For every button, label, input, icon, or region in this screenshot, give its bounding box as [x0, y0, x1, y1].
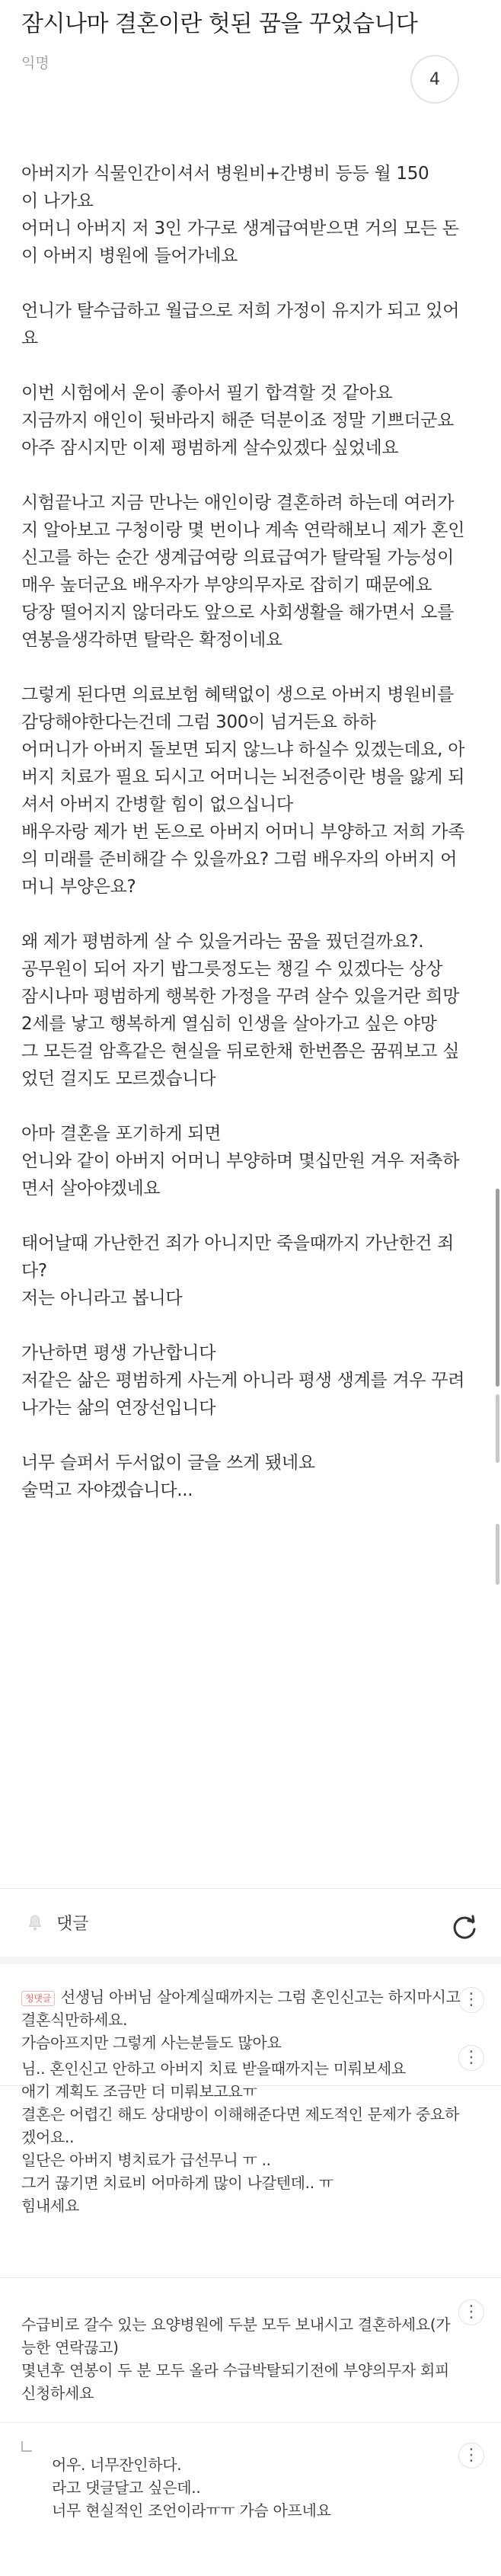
comment-line: 힘내세요	[21, 2197, 80, 2215]
comment-tag: 청댓글	[21, 1991, 55, 2006]
post-paragraph	[21, 1230, 469, 1312]
comment-count-badge[interactable]: 4	[410, 55, 459, 104]
post-line: 아버지가 식물인간이셔서 병원비+간병비 등등 월 150	[21, 164, 429, 184]
post-line: 태어날때 가난한건 죄가 아니지만 죽을때까지 가난한건 죄다?	[21, 1234, 455, 1281]
comment-button[interactable]	[21, 1909, 89, 1937]
comment-item	[0, 2027, 501, 2278]
post-line: 어머니가 아버지 돌보면 되지 않느냐 하실수 있겠는데요, 아버지 치료가 필요 되시고 어머니는 뇌전증이란 병을 앓게 되셔서 아버지 간병할 힘이 없으십니다	[21, 740, 465, 814]
comment-action-bar	[0, 1888, 501, 1964]
post-line: 2세를 낳고 행복하게 열심히 인생을 살아가고 싶은 야망	[21, 1014, 437, 1034]
post-line: 저같은 삶은 평범하게 사는게 아니라 평생 생계를 겨우 꾸려나가는 삶의 연장선입니다	[21, 1371, 465, 1418]
post-paragraph	[21, 160, 469, 270]
post-line: 저는 아니라고 봅니다	[21, 1288, 183, 1308]
comment-line: 결혼은 어렵긴 해도 상대방이 이해해준다면 제도적인 문제가 중요하겠어요..	[21, 2105, 459, 2146]
more-vertical-icon[interactable]: ⋮	[458, 2299, 484, 2325]
post-line: 술먹고 자야겠습니다...	[21, 1480, 193, 1500]
post-line: 잠시나마 평범하게 행복한 가정을 꾸려 살수 있을거란 희망	[21, 987, 460, 1006]
post-line: 가난하면 평생 가난합니다	[21, 1343, 216, 1363]
bell-icon	[21, 1909, 49, 1937]
post-line: 이번 시험에서 운이 좋아서 필기 합격할 것 같아요	[21, 383, 393, 403]
comment-text	[21, 2057, 463, 2217]
comment-line: 애기 계획도 조금만 더 미뤄보고요ㅠ	[21, 2082, 257, 2101]
more-vertical-icon[interactable]: ⋮	[458, 1987, 484, 2013]
post-paragraph	[21, 297, 469, 352]
post-author: 익명	[21, 55, 49, 72]
scrollbar-segment	[496, 1394, 499, 1463]
comment-line: 일단은 아버지 병치료가 급선무니 ㅠ ..	[21, 2151, 271, 2169]
post-line: 너무 슬퍼서 두서없이 글을 쓰게 됐네요	[21, 1453, 315, 1473]
post-paragraph	[21, 1120, 469, 1202]
comment-line: 너무 현실적인 조언이라ㅠㅠ 가슴 아프네요	[52, 2501, 331, 2520]
post-line: 아주 잠시지만 이제 평범하게 살수있겠다 싶었네요	[21, 438, 399, 458]
post-line: 지금까지 애인이 뒷바라지 해준 덕분이죠 정말 기쁘더군요	[21, 411, 455, 430]
comment-reply-item	[0, 2423, 501, 2576]
comment-line: 가슴아프지만 그렇게 사는분들도 많아요	[21, 2034, 282, 2052]
post-line: 그렇게 된다면 의료보험 혜택없이 생으로 아버지 병원비를 감당해야한다는건데 그럼 300이 넘거든요 하하	[21, 685, 455, 732]
comment-text	[21, 2313, 463, 2405]
comment-line: 수급비로 갈수 있는 요양병원에 두분 모두 보내시고 결혼하세요(가능한 연락끊고)	[21, 2315, 451, 2357]
post-paragraph	[21, 379, 469, 462]
scrollbar-thumb[interactable]	[496, 1189, 499, 1387]
more-vertical-icon[interactable]: ⋮	[458, 2443, 484, 2469]
refresh-icon[interactable]	[449, 1912, 480, 1942]
post-line: 배우자랑 제가 번 돈으로 아버지 어머니 부양하고 저희 가족의 미래를 준비해갈 수 있을까요? 그럼 배우자의 아버지 어머니 부양은요?	[21, 822, 465, 897]
post-paragraph	[21, 1449, 469, 1504]
comment-line: 님.. 혼인신고 안하고 아버지 치료 받을때까지는 미뤄보세요	[21, 2059, 406, 2078]
post-line: 어머니 아버지 저 3인 가구로 생계급여받으면 거의 모든 돈이 아버지 병원에 들어가네요	[21, 219, 459, 266]
comment-line: 어우. 너무잔인하다.	[52, 2456, 182, 2474]
post-paragraph	[21, 489, 469, 654]
more-vertical-icon[interactable]: ⋮	[458, 2045, 484, 2071]
reply-arrow-icon	[21, 2441, 32, 2452]
post-line: 왜 제가 평범하게 살 수 있을거라는 꿈을 꿨던걸까요?.	[21, 932, 424, 952]
post-line: 언니가 탈수급하고 월급으로 저희 가정이 유지가 되고 있어요	[21, 301, 460, 348]
post-line: 공무원이 되어 자기 밥그릇정도는 챙길 수 있겠다는 상상	[21, 959, 443, 979]
post-line: 이 나가요	[21, 191, 94, 211]
post-line: 아마 결혼을 포기하게 되면	[21, 1124, 222, 1144]
post-line: 그 모든걸 암흑같은 현실을 뒤로한채 한번쯤은 꿈꿔보고 싶었던 걸지도 모르겠습니다	[21, 1042, 460, 1089]
comment-label: 댓글	[56, 1915, 89, 1934]
comment-item	[0, 2278, 501, 2423]
post-body	[0, 99, 487, 1504]
post-paragraph	[21, 681, 469, 901]
comment-line: 그거 끊기면 치료비 어마하게 많이 나갈텐데.. ㅠ	[21, 2174, 333, 2192]
post-line: 당장 떨어지지 않더라도 앞으로 사회생활을 해가면서 오를 연봉을생각하면 탈락은 확정이네요	[21, 603, 455, 650]
post-line: 언니와 같이 아버지 어머니 부양하며 몇십만원 겨우 저축하면서 살아야겠네요	[21, 1151, 460, 1198]
scrollbar[interactable]	[495, 114, 501, 1867]
scrollbar-segment	[496, 1524, 499, 1585]
comment-line: 라고 댓글달고 싶은데..	[52, 2478, 201, 2497]
post-header	[0, 0, 501, 99]
comment-text	[52, 2453, 448, 2522]
comment-line: 몇년후 연봉이 두 분 모두 올라 수급박탈되기전에 부양의무자 회피신청하세요	[21, 2361, 449, 2402]
post-title: 잠시나마 결혼이란 헛된 꿈을 꾸었습니다	[21, 11, 418, 37]
post-paragraph	[21, 928, 469, 1093]
comment-line: 선생님 아버님 살아계실때까지는 그럼 혼인신고는 하지마시고 결혼식만하세요.	[21, 1988, 461, 2029]
post-line: 시험끝나고 지금 만나는 애인이랑 결혼하려 하는데 여러가지 알아보고 구청이랑 몇 번이나 계속 연락해보니 제가 혼인신고를 하는 순간 생계급여랑 의료급여가 탈락될 가능성이 매우 높더군요 배우자가 부양의무자로 잡히기 때문에요	[21, 493, 465, 595]
post-paragraph	[21, 1339, 469, 1422]
